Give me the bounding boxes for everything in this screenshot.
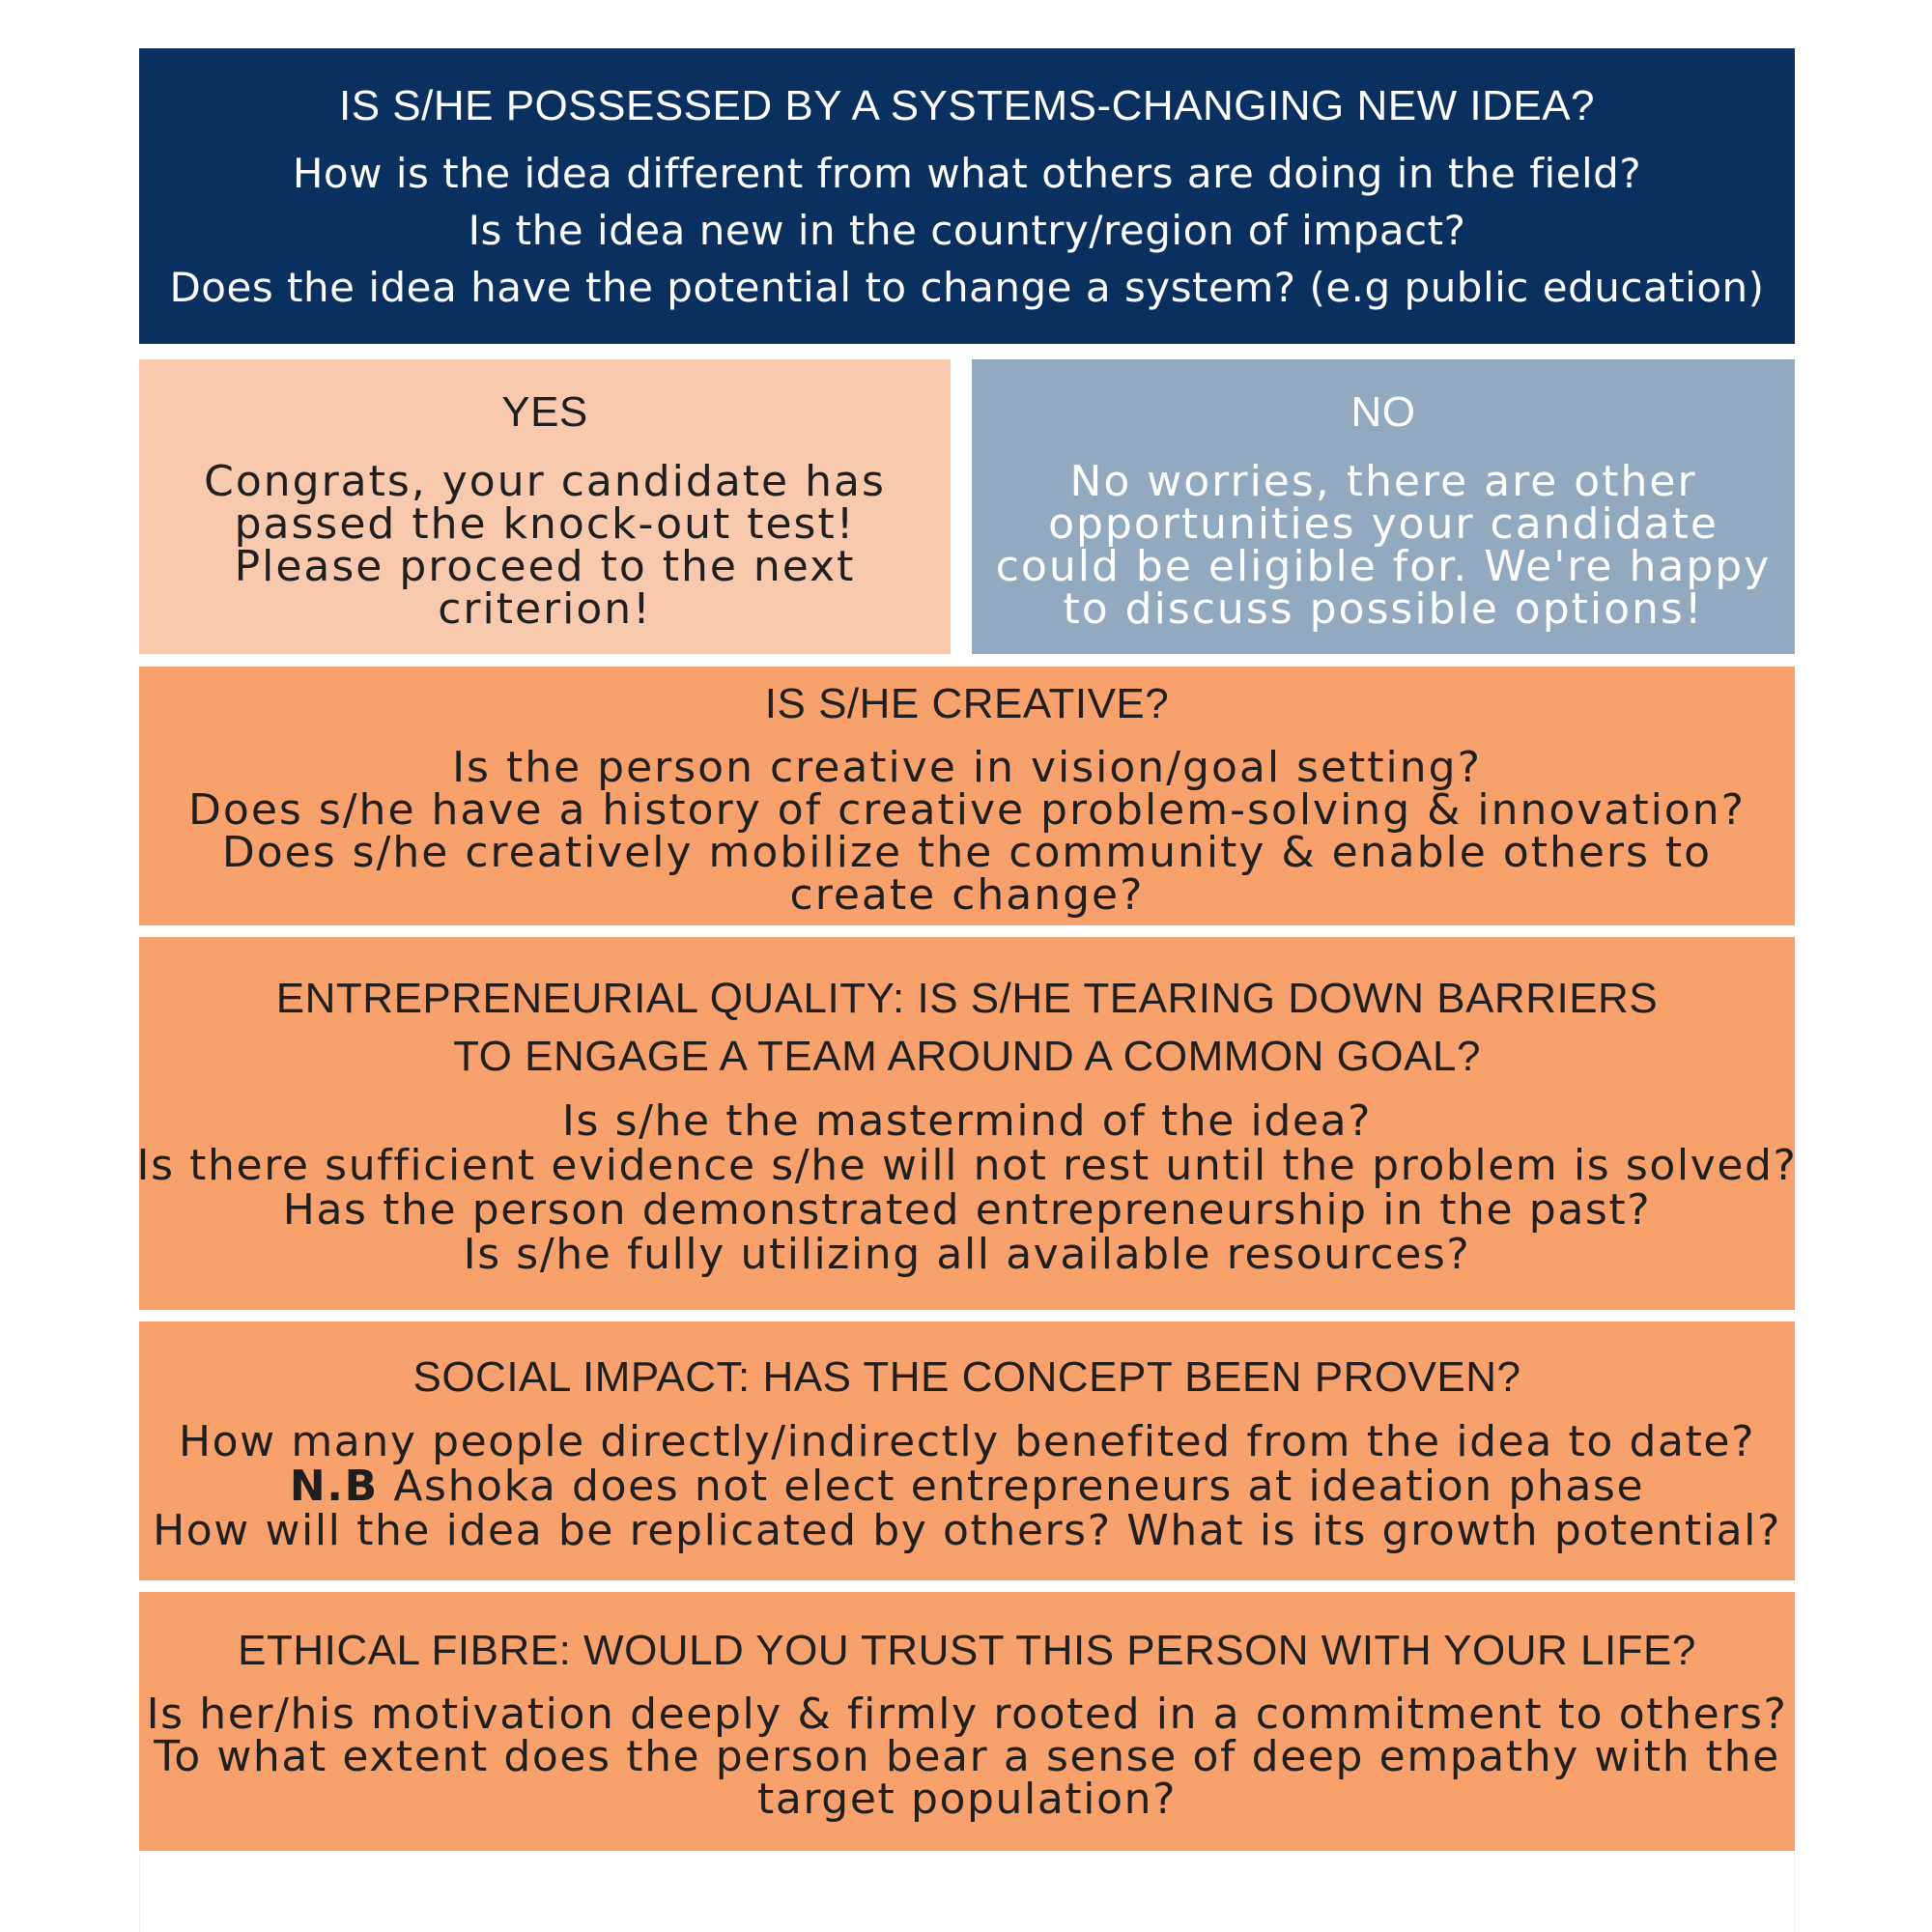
- entrepreneurial-questions: [136, 1096, 1798, 1279]
- ethical-heading: ETHICAL FIBRE: WOULD YOU TRUST THIS PERSON WITH YOUR LIFE?: [238, 1627, 1696, 1674]
- entrepreneurial-question: Is there sufficient evidence s/he will not rest until the problem is solved?: [136, 1141, 1798, 1190]
- creative-question: Is the person creative in vision/goal setting?: [452, 743, 1482, 792]
- nb-label: N.B: [289, 1462, 379, 1511]
- idea-question: How is the idea different from what others are doing in the field?: [292, 149, 1642, 197]
- ethical-question: To what extent does the person bear a sense of deep empathy with the target population?: [154, 1732, 1780, 1824]
- ethical-question: Is her/his motivation deeply & firmly rooted in a commitment to others?: [146, 1690, 1788, 1739]
- entrepreneurial-question: Is s/he fully utilizing all available resources?: [463, 1230, 1471, 1279]
- yes-text: Congrats, your candidate has passed the knock-out test! Please proceed to the next criterion!: [204, 456, 886, 634]
- social-note: [153, 1464, 1781, 1509]
- entrepreneurial-heading-line2: TO ENGAGE A TEAM AROUND A COMMON GOAL?: [453, 1033, 1481, 1080]
- idea-question: Is the idea new in the country/region of impact?: [468, 206, 1466, 254]
- nb-text: Ashoka does not elect entrepreneurs at ideation phase: [378, 1462, 1645, 1511]
- social-questions: [153, 1417, 1781, 1555]
- creative-question: Does s/he creatively mobilize the community & enable others to create change?: [221, 828, 1713, 920]
- social-question: How many people directly/indirectly benefited from the idea to date?: [178, 1417, 1756, 1466]
- entrepreneurial-heading-line1: ENTREPRENEURIAL QUALITY: IS S/HE TEARING DOWN BARRIERS: [275, 975, 1659, 1022]
- creative-question: Does s/he have a history of creative problem-solving & innovation?: [188, 785, 1746, 835]
- no-outcome-panel: [972, 359, 1795, 654]
- idea-heading: IS S/HE POSSESSED BY A SYSTEMS-CHANGING NEW IDEA?: [338, 81, 1596, 129]
- entrepreneurial-criterion-panel: [136, 937, 1798, 1310]
- ethical-criterion-panel: [139, 1592, 1795, 1851]
- idea-criterion-panel: [139, 48, 1795, 344]
- no-heading: NO: [1350, 387, 1416, 436]
- social-heading: SOCIAL IMPACT: HAS THE CONCEPT BEEN PROVEN?: [412, 1353, 1521, 1401]
- idea-question: Does the idea have the potential to change a system? (e.g public education): [169, 263, 1765, 311]
- social-question: How will the idea be replicated by others? What is its growth potential?: [153, 1506, 1781, 1555]
- yes-heading: YES: [501, 387, 588, 436]
- idea-questions: [169, 145, 1764, 316]
- creative-heading: IS S/HE CREATIVE?: [764, 680, 1170, 727]
- creative-questions: [151, 743, 1783, 920]
- entrepreneurial-question: Has the person demonstrated entrepreneurship in the past?: [282, 1185, 1652, 1235]
- no-text: No worries, there are other opportunities your candidate could be eligible for. We're happy to discuss possible options!: [995, 456, 1772, 634]
- bottom-blank-strip: [139, 1855, 1795, 1932]
- creative-criterion-panel: [139, 667, 1795, 925]
- entrepreneurial-question: Is s/he the mastermind of the idea?: [561, 1096, 1373, 1146]
- social-impact-criterion-panel: [139, 1321, 1795, 1580]
- yes-outcome-panel: [139, 359, 951, 654]
- ethical-questions: [146, 1690, 1788, 1824]
